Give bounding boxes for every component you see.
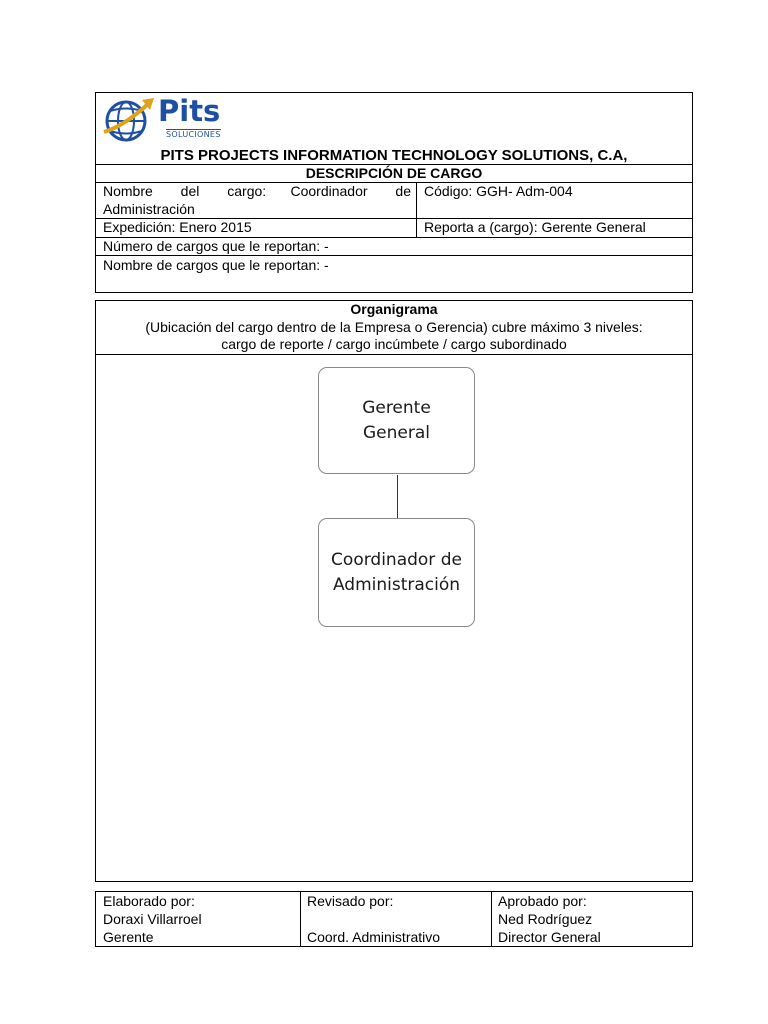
prepared-by-name: Doraxi Villarroel bbox=[103, 911, 202, 927]
logo-text: Pits bbox=[158, 94, 221, 128]
prepared-by-label: Elaborado por: bbox=[103, 893, 195, 909]
org-connector bbox=[397, 475, 398, 519]
company-logo bbox=[102, 96, 227, 142]
org-box-2-line-2: Administración bbox=[332, 574, 461, 595]
reviewed-by-role: Coord. Administrativo bbox=[307, 929, 441, 945]
reports-to-field: Reporta a (cargo): Gerente General bbox=[424, 219, 646, 235]
org-box-1-line-1: Gerente bbox=[362, 397, 431, 418]
approved-by-cell bbox=[498, 892, 688, 946]
issue-date-field: Expedición: Enero 2015 bbox=[103, 219, 252, 235]
subordinate-names-field: Nombre de cargos que le reportan: - bbox=[103, 257, 329, 273]
document-title: DESCRIPCIÓN DE CARGO bbox=[305, 165, 483, 181]
org-chart-subtitle-2: cargo de reporte / cargo incúmbete / cargo subordinado bbox=[221, 336, 567, 352]
prepared-by-role: Gerente bbox=[103, 929, 154, 945]
org-box-coordinador bbox=[318, 518, 475, 627]
globe-arrow-icon bbox=[102, 96, 154, 142]
org-box-2-line-1: Coordinador de bbox=[331, 549, 462, 570]
org-chart-section bbox=[95, 300, 693, 882]
approved-by-name: Ned Rodríguez bbox=[498, 911, 593, 927]
company-name: PITS PROJECTS INFORMATION TECHNOLOGY SOLUTIONS, C.A, bbox=[160, 147, 628, 164]
prepared-by-cell bbox=[103, 892, 298, 946]
job-name-value-cont: Administración bbox=[103, 201, 195, 217]
job-name-label: Nombre del cargo: bbox=[103, 183, 267, 199]
subordinate-count-field: Número de cargos que le reportan: - bbox=[103, 238, 329, 254]
reviewed-by-label: Revisado por: bbox=[307, 893, 394, 909]
signature-table bbox=[95, 891, 693, 947]
logo-subtext: SOLUCIONES bbox=[166, 130, 221, 139]
reviewed-by-cell bbox=[307, 892, 487, 946]
org-box-1-line-2: General bbox=[362, 422, 430, 443]
org-chart-title: Organigrama bbox=[350, 301, 438, 317]
job-name-value: Coordinador de bbox=[290, 183, 411, 199]
header-table bbox=[95, 92, 693, 293]
org-box-gerente-general bbox=[318, 367, 475, 474]
org-chart-subtitle-1: (Ubicación del cargo dentro de la Empresa o Gerencia) cubre máximo 3 niveles: bbox=[145, 319, 643, 335]
approved-by-label: Aprobado por: bbox=[498, 893, 587, 909]
job-name-field bbox=[103, 183, 411, 218]
code-field: Código: GGH- Adm-004 bbox=[424, 183, 573, 199]
approved-by-role: Director General bbox=[498, 929, 601, 945]
